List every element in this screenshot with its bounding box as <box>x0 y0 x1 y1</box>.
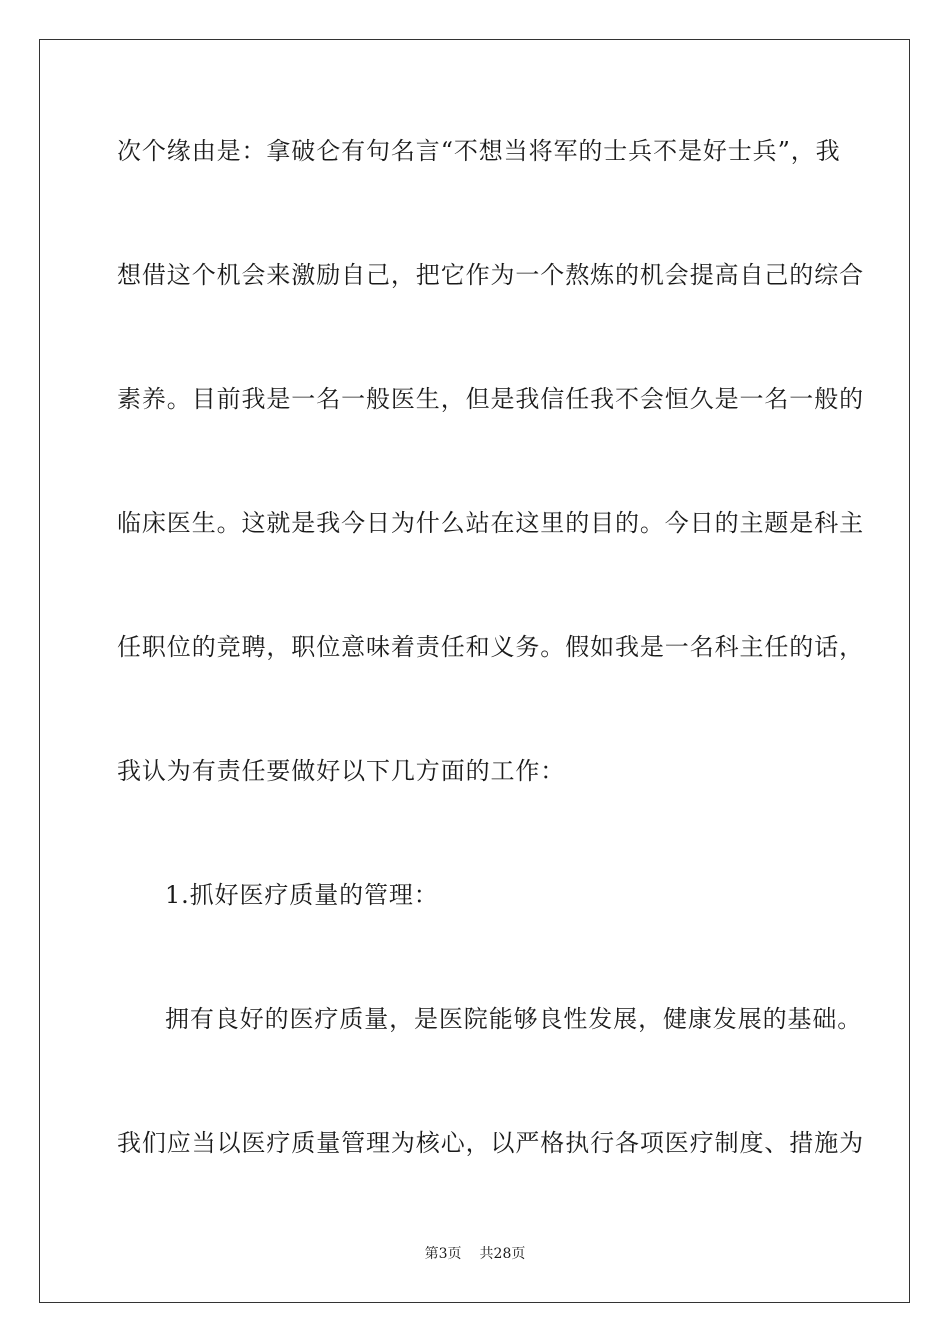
page-frame <box>39 39 910 1303</box>
text-line: 我们应当以医疗质量管理为核心，以严格执行各项医疗制度、措施为 <box>117 1129 864 1157</box>
text-line: 任职位的竞聘，职位意味着责任和义务。假如我是一名科主任的话， <box>117 633 864 661</box>
text-line: 我认为有责任要做好以下几方面的工作： <box>117 757 566 785</box>
page-total: 共28页 <box>479 1246 526 1262</box>
paragraph-first-line: 拥有良好的医疗质量，是医院能够良性发展，健康发展的基础。 <box>165 1005 863 1033</box>
page-number: 第3页 <box>424 1246 462 1262</box>
list-item-heading: 1.抓好医疗质量的管理： <box>165 881 439 909</box>
page-footer <box>0 1245 950 1263</box>
text-line: 临床医生。这就是我今日为什么站在这里的目的。今日的主题是科主 <box>117 509 864 537</box>
text-line: 素养。目前我是一名一般医生，但是我信任我不会恒久是一名一般的 <box>117 385 864 413</box>
text-line: 想借这个机会来激励自己，把它作为一个熬炼的机会提高自己的综合 <box>117 261 864 289</box>
text-line: 次个缘由是：拿破仑有句名言“不想当将军的士兵不是好士兵”，我 <box>117 137 841 165</box>
